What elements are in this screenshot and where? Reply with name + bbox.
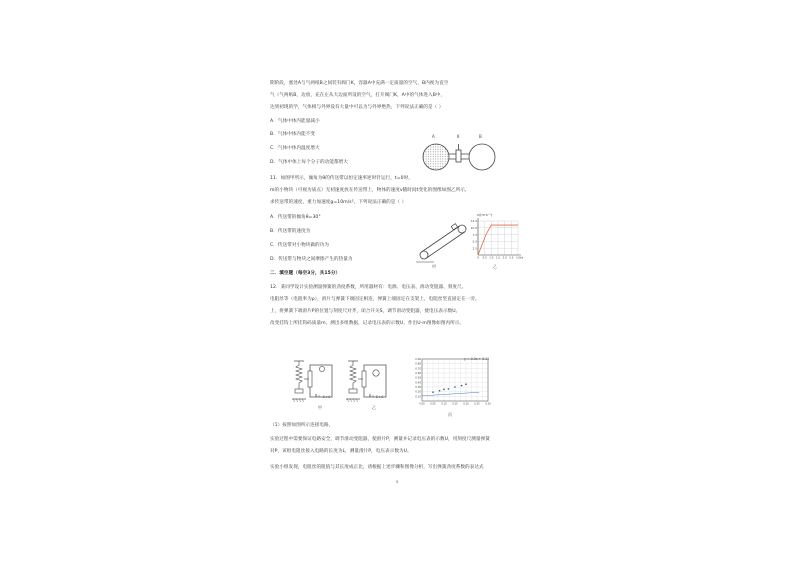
um-data-point <box>461 385 463 387</box>
question-12-tail-1: 实验过程中需要保证电路安全，调节滑动变阻器，使滑片P，测量并记录电压表的示数U，用刻度尺测量弹簧 <box>270 437 490 442</box>
label-a: A <box>432 134 435 139</box>
um-y-tick-label: 0.20 <box>415 390 421 394</box>
label-b: B <box>479 134 482 139</box>
vt-x-tick-label: 0.5 <box>482 256 487 260</box>
question-12-tail-3: 实验小组发现，电阻丝的阻值与其长度成正比，请根据上述步骤和图像分析，写出弹簧劲度系数的表达式 <box>270 465 484 470</box>
um-x-tick-label: 0.25 <box>474 402 480 406</box>
q11-option-d: D．传送带与物块之间摩擦产生的热量为 <box>270 257 353 262</box>
question-12-part-1: （1）按照如图所示连接电路， <box>270 423 334 428</box>
um-x-tick-label: 0.00 <box>419 402 425 406</box>
circuit-diagram-yi <box>346 359 392 407</box>
vt-y-tick-label: 12.0 <box>470 219 477 224</box>
label-k: K <box>457 134 460 139</box>
um-y-tick-label: 0.40 <box>415 381 421 385</box>
um-y-tick-label: 0.50 <box>415 376 421 380</box>
q11-option-b: B．传送带的速度为 <box>270 229 311 234</box>
um-y-tick-label: 0.90 <box>415 358 421 361</box>
vt-x-tick-label: 1.5 <box>495 256 501 260</box>
option-a: A．气体中体内能量减小 <box>270 119 320 124</box>
um-data-point <box>448 388 450 390</box>
caption-yi-11: 乙 <box>493 264 497 269</box>
vt-x-tick-label: 0 <box>477 256 479 260</box>
um-x-tick-label: 0.20 <box>463 402 469 406</box>
question-12-line-1: 12．某同学设计实验测量弹簧的劲度系数，所用器材有：电源、电压表、滑动变阻器、刻度尺、 <box>270 285 467 290</box>
vt-y-tick-label: 2.5 <box>472 246 477 251</box>
question-10-line-2: 气（气两纸B，边放，充在左从大边面所设的空气，打开阀门K，A中的气体进入B中， <box>270 93 446 98</box>
circuit-yi-esr: E r S <box>376 395 384 399</box>
voltage-mass-graph <box>410 355 494 407</box>
vt-y-tick-label: 5.0 <box>472 239 477 244</box>
um-x-tick-label: 0.05 <box>430 402 436 406</box>
vt-y-tick-label: 10.0 <box>470 226 477 230</box>
um-fit-line <box>422 392 479 396</box>
um-data-point <box>439 390 441 392</box>
um-x-tick-label: 0.10 <box>441 402 447 406</box>
caption-yi-12: 乙 <box>372 405 376 410</box>
vt-x-tick-label: 3.0 <box>515 256 521 260</box>
um-data-point <box>465 383 467 385</box>
um-data-point <box>443 389 445 391</box>
caption-jia-12: 甲 <box>318 405 322 410</box>
caption-bing: 丙 <box>448 412 452 417</box>
vt-xlabel: t/s <box>520 256 524 260</box>
option-d: D．气体中体上每个分子的动能都增大 <box>270 160 348 165</box>
section-2-heading: 二．填空题（每空3分，共15分） <box>270 271 341 276</box>
vt-x-tick-label: 1.0 <box>489 256 494 260</box>
conveyor-belt-diagram <box>414 221 470 267</box>
um-data-point <box>454 386 456 388</box>
vt-y-tick-label: 7.5 <box>472 232 477 237</box>
vt-x-tick-label: 2.5 <box>509 256 514 260</box>
um-y-tick-label: 0.80 <box>415 362 421 366</box>
vt-x-tick-label: 2.0 <box>502 256 507 260</box>
vt-ylabel: v/(m·s⁻¹) <box>477 213 493 217</box>
um-y-tick-label: 0.10 <box>415 395 421 399</box>
option-c: C．气体中体内温度增大 <box>270 146 320 151</box>
option-b: B．气体中体内能不变 <box>270 132 315 137</box>
um-equation: y = 0.3x + 0.11 <box>464 357 490 361</box>
circuit-jia-esr: E r S <box>323 395 331 399</box>
exam-page <box>268 75 524 487</box>
question-12-line-3: 上，将弹簧下端滑片P的位置与刻度尺对齐，闭合开关S，调节滑动变阻器，使电压表示数U。 <box>270 309 461 314</box>
um-x-tick-label: 0.30 <box>485 402 491 406</box>
um-y-tick-label: 0.70 <box>415 367 421 371</box>
question-11-line-1: 11．如图甲所示，倾角为θ的传送带以恒定速率逆时针运行，t=0时， <box>270 176 413 181</box>
q11-option-a: A．传送带的倾角θ=30° <box>270 215 321 220</box>
caption-jia-11: 甲 <box>432 264 436 269</box>
question-11-line-2: m的小物块（可视为质点）无初速度放在传送带上，物体的速度v随时间t变化的图像如图乙所示， <box>270 188 470 193</box>
question-10-line-1: 期阶段，塞处A与气两纸B之间装有阀门K，容器A中充满一定质量的空气，B内视为直空 <box>270 81 449 86</box>
question-12-tail-2: 对P，该组电阻丝接入电路的长度为L，测量滑片P，电压表示数为U。 <box>270 449 412 454</box>
um-data-point <box>432 391 434 393</box>
q11-option-c: C．传送带对小物块做的功为 <box>270 243 329 248</box>
um-y-tick-label: 0.30 <box>415 386 421 389</box>
question-12-line-2: 电阻丝等（电阻率为ρ），滑片与弹簧下端固定相连，弹簧上端固定在支架上，电阻丝竖直固定在一旁。 <box>270 297 480 302</box>
page-number: 5 <box>396 480 399 484</box>
velocity-time-graph <box>468 215 524 259</box>
um-y-tick-label: 0.60 <box>415 372 421 375</box>
question-11-line-3: 求传送带的速度，重力加速度g=10m/s²，下列说法正确的是（ ） <box>270 200 407 205</box>
um-x-tick-label: 0.15 <box>452 402 458 406</box>
circuit-diagram-jia <box>292 359 338 407</box>
question-10-line-3: 达到初现的学，气体相与外界没有大量中可以为与外界绝热，下列说法正确的是（ ） <box>270 105 444 110</box>
question-12-line-4: 改变挂钩上所挂钩码质量m，测出多组数据，记录电压表的示数U，作出U-m图像如图丙所示。 <box>270 321 465 326</box>
